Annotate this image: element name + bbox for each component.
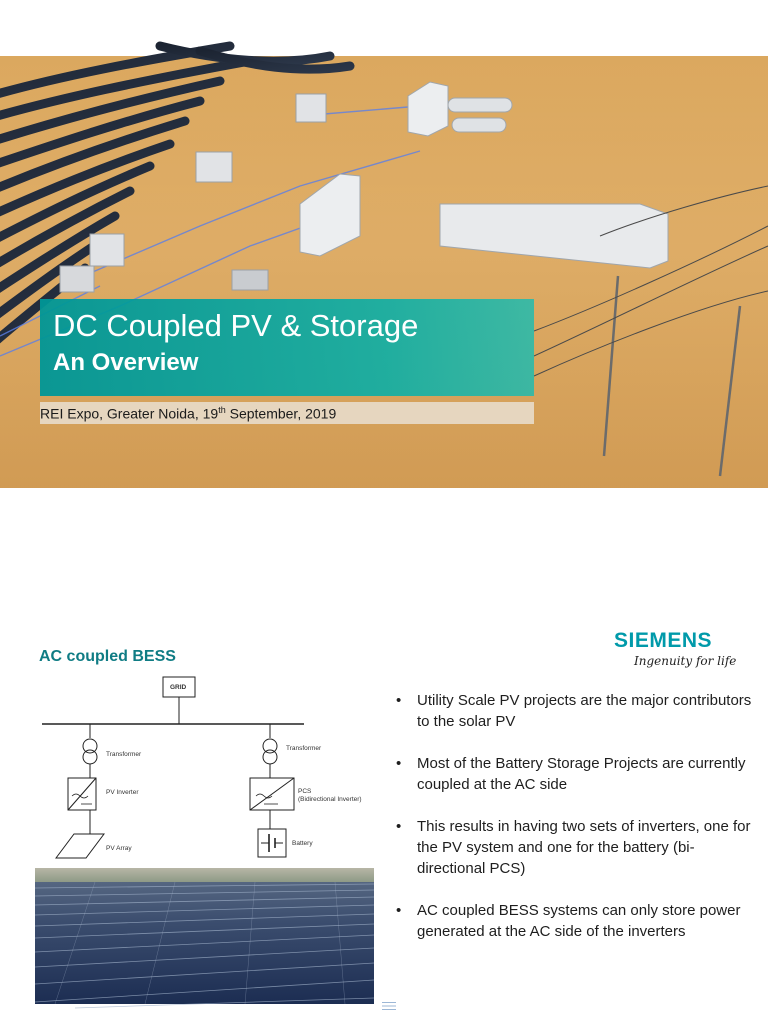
event-prefix: REI Expo, Greater Noida, 19	[40, 405, 219, 422]
brand-logo: SIEMENS	[614, 629, 713, 652]
solar-farm-photo	[35, 868, 374, 1004]
slide-subtitle: An Overview	[53, 349, 199, 376]
pv-inverter-label: PV Inverter	[106, 789, 139, 796]
ac-coupled-diagram	[36, 672, 362, 862]
menu-icon[interactable]	[382, 1001, 396, 1011]
pcs-label: PCS	[298, 788, 312, 795]
transformer-right-label: Transformer	[286, 745, 322, 752]
list-item	[396, 753, 758, 795]
pv-array-label: PV Array	[106, 845, 132, 852]
bullet-icon: •	[396, 818, 402, 835]
list-item	[396, 816, 758, 879]
slide-title: DC Coupled PV & Storage	[53, 308, 419, 343]
bullet-text: AC coupled BESS systems can only store power generated at the AC side of the inverters	[417, 902, 741, 940]
section-heading: AC coupled BESS	[39, 648, 176, 665]
bullet-list	[396, 690, 758, 963]
event-line	[40, 405, 336, 422]
bullet-icon: •	[396, 902, 402, 919]
bullet-icon: •	[396, 692, 402, 709]
battery-label: Battery	[292, 840, 313, 847]
event-superscript: th	[218, 405, 226, 415]
pcs-sub-label: (Bidirectional Inverter)	[298, 796, 362, 803]
grid-label: GRID	[170, 684, 187, 691]
bullet-icon: •	[396, 755, 402, 772]
list-item	[396, 900, 758, 942]
event-suffix: September, 2019	[225, 405, 337, 422]
bullet-text: This results in having two sets of inverters, one for the PV system and one for the battery (bi-directional PCS)	[417, 818, 751, 877]
transformer-left-label: Transformer	[106, 751, 142, 758]
bullet-text: Utility Scale PV projects are the major contributors to the solar PV	[417, 692, 752, 730]
title-slide	[0, 56, 768, 488]
list-item	[396, 690, 758, 732]
brand-tagline: Ingenuity for life	[634, 654, 737, 668]
bullet-text: Most of the Battery Storage Projects are currently coupled at the AC side	[417, 755, 746, 793]
